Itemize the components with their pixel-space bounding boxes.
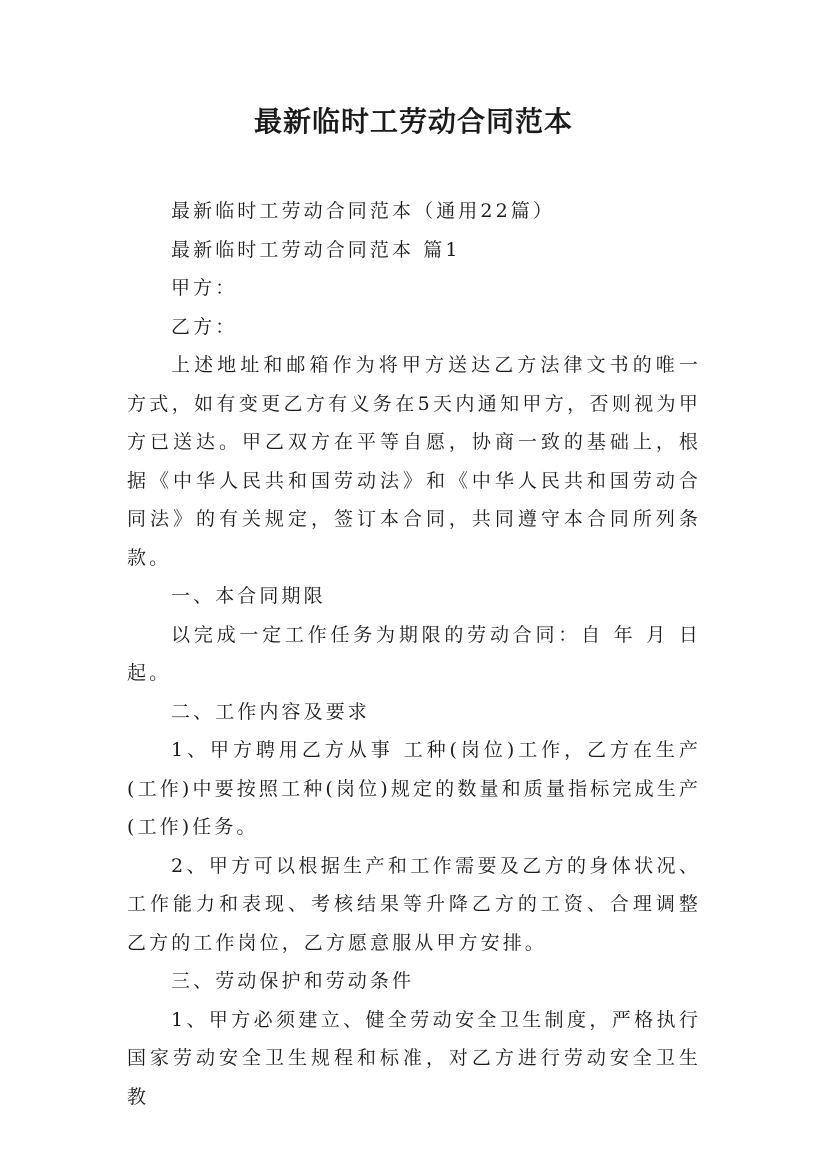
document-body: [127, 192, 701, 1116]
heading-work-content: 二、工作内容及要求: [171, 700, 370, 723]
heading-labor-protection: 三、劳动保护和劳动条件: [171, 970, 415, 992]
paragraph-preamble: 上述地址和邮箱作为将甲方送达乙方法律文书的唯一方式，如有变更乙方有义务在5天内通知甲方，否则视为甲方已送达。甲乙双方在平等自愿，协商一致的基础上，根据《中华人民共和国劳动法》和《中华人民共和国劳动合同法》的有关规定，签订本合同，共同遵守本合同所列条款。: [127, 354, 701, 569]
paragraph-party-b: 乙方：: [171, 315, 238, 338]
paragraph-subtitle: 最新临时工劳动合同范本（通用22篇）: [171, 200, 555, 222]
paragraph-work-item-2: 2、甲方可以根据生产和工作需要及乙方的身体状况、工作能力和表现、考核结果等升降乙方的工资、合理调整乙方的工作岗位，乙方愿意服从甲方安排。: [127, 854, 701, 954]
paragraph-section-heading: 最新临时工劳动合同范本 篇1: [171, 238, 461, 261]
document-title: 最新临时工劳动合同范本: [253, 105, 573, 138]
paragraph-work-item-1: 1、甲方聘用乙方从事 工种(岗位)工作，乙方在生产(工作)中要按照工种(岗位)规定的数量和质量指标完成生产(工作)任务。: [127, 739, 701, 838]
paragraph-contract-term: 以完成一定工作任务为期限的劳动合同：自 年 月 日起。: [127, 623, 701, 684]
paragraph-party-a: 甲方：: [171, 277, 238, 299]
paragraph-protection-item-1: 1、甲方必须建立、健全劳动安全卫生制度，严格执行国家劳动安全卫生规程和标准，对乙方进行劳动安全卫生教: [127, 1008, 701, 1108]
heading-contract-term: 一、本合同期限: [171, 585, 326, 607]
